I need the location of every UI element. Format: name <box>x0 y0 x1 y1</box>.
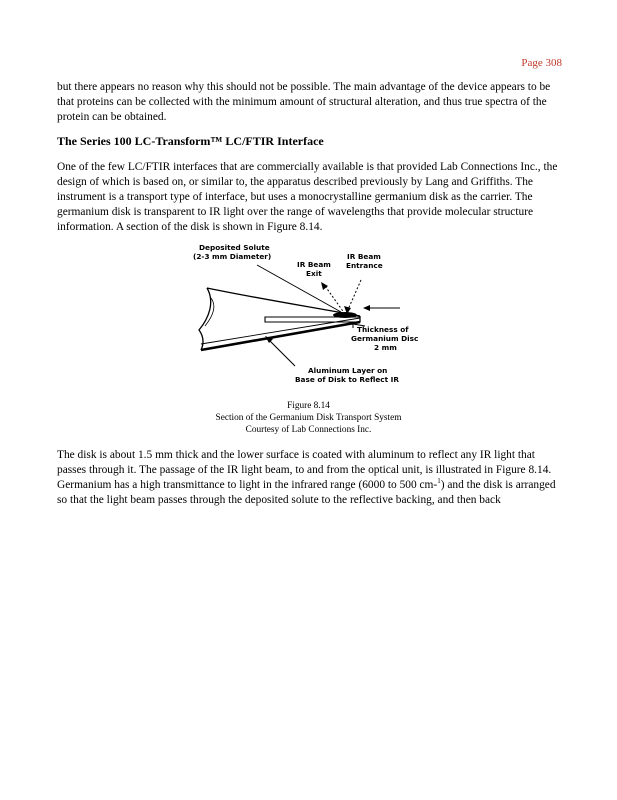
thickness-arrowhead-top <box>363 305 370 311</box>
figure-caption-credit: Courtesy of Lab Connections Inc. <box>245 425 372 435</box>
label-thickness-3: 2 mm <box>374 343 397 352</box>
label-thickness-2: Germanium Disc <box>351 334 419 343</box>
paragraph-disk-text-a: The disk is about 1.5 mm thick and the lower surface is coated with aluminum to reflect any IR light that passes through it. The passage of the IR light beam, to and from the optical unit, is illustrated in Figure 8.14. Germanium has a high transmittance to light in the infrared range (6000 to 500 cm- <box>57 449 552 491</box>
page-number: Page 308 <box>521 57 562 69</box>
paragraph-intro: but there appears no reason why this should not be possible. The main advantage of the device appears to be that proteins can be collected with the minimum amount of structural alteration, and thus true spectra of the protein can be obtained. <box>57 81 551 123</box>
disk-bottom-surface <box>201 322 360 350</box>
disk-left-edge <box>199 288 211 350</box>
paragraph-interface: One of the few LC/FTIR interfaces that are commercially available is that provided Lab Connections Inc., the design of which is based on, or similar to, the apparatus described previously by Lang and Griffiths. The instrument is a transport type of interface, but uses a monocrystalline germanium disk as the carrier. The germanium disk is transparent to IR light over the range of wavelengths that provide molecular structure information. A section of the disk is shown in Figure 8.14. <box>57 161 558 233</box>
label-thickness-1: Thickness of <box>357 325 409 334</box>
label-deposited-2: (2-3 mm Diameter) <box>193 252 272 261</box>
label-aluminum-2: Base of Disk to Reflect IR <box>295 375 399 384</box>
germanium-disk-diagram <box>185 240 425 390</box>
superscript-exponent: 1 <box>437 477 441 486</box>
label-exit-2: Exit <box>306 269 322 278</box>
label-exit-1: IR Beam <box>297 260 331 269</box>
pointer-aluminum <box>267 338 295 366</box>
disk-top-surface <box>207 288 360 316</box>
figure-caption-title: Section of the Germanium Disk Transport System <box>215 413 402 423</box>
paragraph-disk-text-b: ) and the disk is arranged so that the light beam passes through the deposited solute to the reflective backing, and then back <box>57 479 556 506</box>
label-deposited-1: Deposited Solute <box>199 243 270 252</box>
paragraph-disk-description <box>57 448 562 508</box>
section-heading: The Series 100 LC-Transform™ LC/FTIR Interface <box>57 134 324 148</box>
ir-exit-arrowhead <box>321 282 328 290</box>
ir-entrance-beam <box>347 280 361 312</box>
deposited-solute <box>333 312 357 318</box>
figure-caption-number: Figure 8.14 <box>287 401 330 411</box>
label-entrance-2: Entrance <box>346 261 383 270</box>
label-entrance-1: IR Beam <box>347 252 381 261</box>
label-aluminum-1: Aluminum Layer on <box>308 366 388 375</box>
